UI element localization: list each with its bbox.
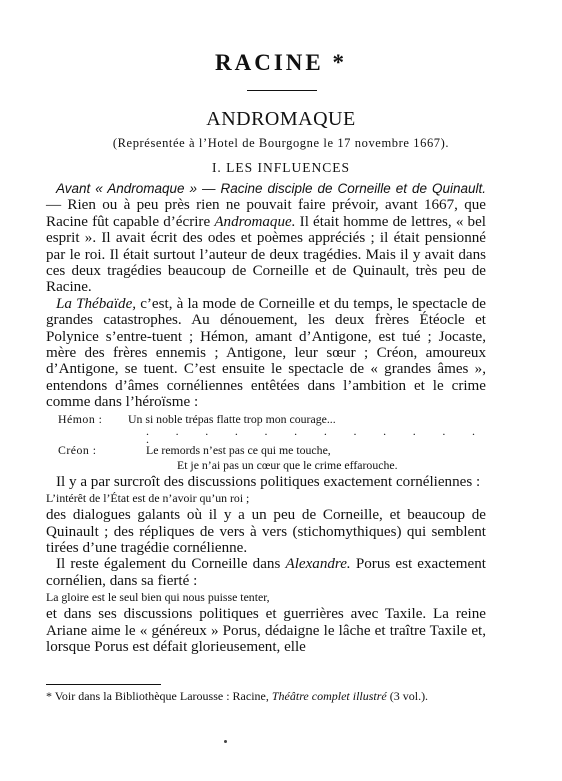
work-title: Andromaque. — [214, 213, 296, 230]
page-dot — [224, 740, 227, 743]
paragraph-lead: Avant « Andromaque » — Racine disciple de Corneille et de Quinault. — [56, 181, 486, 196]
paragraph-text: c’est, à la mode de Corneille et du temps, le spectacle de grandes catastrophes. Au dénouement, les deux frères Étéocle et Polynice s’entre-tuent ; Hémon, amant d’Antigone, est tué ; Jocaste, mère des frères ennemis ; Antigone, leur sœur ; Créon, amoureux d’Antigone, se tuent. C’est ensuite le spectacle de « grandes âmes », entendons d’âmes cornéliennes entêtées dans l’ambition et le crime comme dans l’héroïsme : — [46, 295, 486, 411]
body-text — [46, 181, 486, 655]
footnote — [46, 688, 486, 704]
ellipsis-dots: . . . . . . . . . . . . . — [146, 423, 486, 446]
paragraph-text: Porus est exactement cornélien, dans sa fierté : — [46, 556, 486, 589]
verse-line: Un si noble trépas flatte trop mon courage... — [128, 411, 336, 426]
play-subtitle: (Représentée à l’Hotel de Bourgogne le 17 novembre 1667). — [112, 136, 450, 150]
verse-quote-3: La gloire est le seul bien qui nous puisse tenter, — [46, 590, 270, 605]
author-heading — [0, 50, 562, 76]
work-title: La Thébaïde, — [56, 295, 137, 312]
paragraph-3: Il y a par surcroît des discussions politiques exactement cornéliennes : — [56, 473, 481, 490]
paragraph-6: et dans ses discussions politiques et guerrières avec Taxile. La reine Ariane aime le « généreux » Porus, dédaigne le lâche et traître Taxile et, lorsque Porus est défait glorieusement, elle — [46, 606, 486, 655]
paragraph-5 — [46, 556, 486, 589]
paragraph-text: Il était homme de lettres, « bel esprit ». Il avait écrit des odes et poèmes appréciés ; il était pensionné par le roi. Il était surtout l’auteur de deux tragédies. Mais il y avait dans ces deux tragédies beaucoup de Corneille et de Quinault, très peu de Racine. — [46, 213, 486, 296]
paragraph-2 — [46, 296, 486, 411]
paragraph-1 — [46, 181, 486, 296]
title-rule — [247, 90, 317, 91]
speaker-name: Créon : — [58, 442, 97, 457]
speaker-name: Hémon : — [58, 411, 103, 426]
footnote-rule — [46, 684, 161, 685]
paragraph-text: Il reste également du Corneille dans — [56, 556, 286, 573]
verse-quote-2: L’intérêt de l’État est de n’avoir qu’un roi ; — [46, 491, 250, 506]
verse-quote-1 — [46, 412, 486, 473]
paragraph-text: — Rien ou à peu près rien ne pouvait faire prévoir, avant 1667, que Racine fût capable d’écrire — [46, 197, 486, 230]
author-name: RACINE — [215, 50, 324, 75]
work-title: Alexandre. — [285, 556, 351, 573]
paragraph-4: des dialogues galants où il y a un peu de Corneille, et beaucoup de Quinault ; des répliques de vers à vers (stichomythiques) qui semblent tirées d’une tragédie cornélienne. — [46, 507, 486, 556]
section-heading: I. LES INFLUENCES — [211, 160, 351, 175]
verse-line: Le remords n’est pas ce qui me touche, — [146, 442, 331, 457]
footnote-mark: * — [332, 50, 347, 75]
verse-line: Et je n’ai pas un cœur que le crime effarouche. — [177, 457, 398, 472]
footnote-title: Théâtre complet illustré — [271, 689, 387, 703]
footnote-text: (3 vol.). — [386, 689, 429, 703]
play-title: ANDROMAQUE — [206, 108, 356, 130]
footnote-text: * Voir dans la Bibliothèque Larousse : Racine, — [46, 689, 272, 703]
